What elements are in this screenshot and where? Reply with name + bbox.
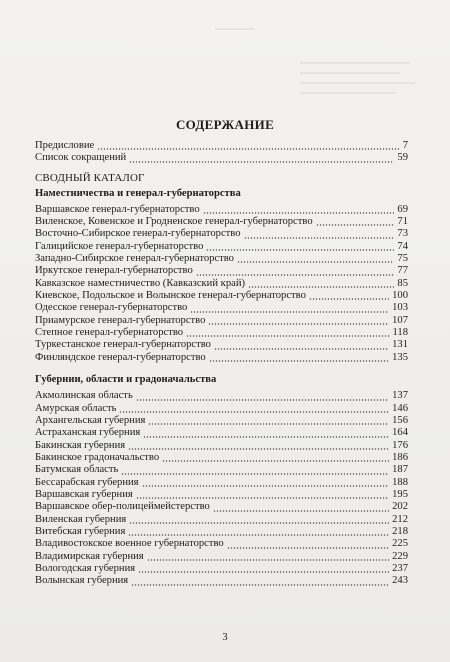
toc-entry-label: Кавказское наместничество (Кавказский край) (35, 277, 246, 289)
toc-entry-label: Степное генерал-губернаторство (35, 327, 184, 339)
toc-entry-label: Витебская губерния (35, 525, 126, 537)
toc-entry-label: Владивостокское военное губернаторство (35, 538, 224, 550)
toc-entry-label: Варшавская губерния (35, 488, 133, 500)
dot-leader (128, 528, 389, 536)
dot-leader (206, 243, 394, 251)
toc-entry (35, 427, 408, 439)
toc-entry (35, 415, 408, 427)
catalog-sections (35, 185, 408, 588)
dot-leader (214, 342, 389, 350)
toc-entry-page: 74 (397, 240, 408, 252)
toc-entry-page: 237 (392, 562, 408, 574)
toc-entry-page: 225 (392, 538, 408, 550)
dot-leader (162, 454, 389, 462)
toc-entry (35, 253, 408, 265)
page-title: СОДЕРЖАНИЕ (175, 117, 275, 132)
dot-leader (227, 541, 389, 549)
toc-entry (35, 339, 408, 351)
dot-leader (142, 479, 390, 487)
toc-entry-page: 7 (402, 140, 408, 151)
toc-entry (35, 352, 408, 364)
toc-entry-label: Одесское генерал-губернаторство (35, 302, 188, 314)
dot-leader (248, 280, 394, 288)
toc-entry-page: 73 (397, 228, 408, 240)
toc-entry-page: 186 (392, 451, 408, 463)
toc-entry (35, 464, 408, 476)
dot-leader (186, 329, 389, 337)
toc-entry-page: 187 (392, 464, 408, 476)
dot-leader (131, 578, 389, 586)
toc-entry (35, 538, 408, 550)
toc-entry-page: 85 (397, 277, 408, 289)
toc-entry (35, 204, 408, 216)
dot-leader (190, 305, 389, 313)
toc-entry-page: 212 (392, 513, 408, 525)
toc-entry-label: Приамурское генерал-губернаторство (35, 314, 206, 326)
page-number: 3 (222, 632, 228, 643)
toc-entry-page: 71 (397, 216, 408, 228)
toc-entry-page: 188 (392, 476, 408, 488)
toc-entry-label: Галицийское генерал-губернаторство (35, 240, 204, 252)
table-of-contents (35, 140, 408, 588)
toc-entry-label: Предисловие (35, 140, 95, 151)
dot-leader (97, 142, 399, 150)
dot-leader (316, 218, 395, 226)
section-heading: Наместничества и генерал-губернаторства (35, 187, 241, 199)
toc-entry-page: 137 (392, 390, 408, 402)
dot-leader (129, 516, 389, 524)
dot-leader (148, 417, 389, 425)
dot-leader (119, 405, 389, 413)
toc-entry (35, 489, 408, 501)
toc-entry (35, 526, 408, 538)
toc-entry-label: Бакинская губерния (35, 439, 126, 451)
toc-entry (35, 315, 408, 327)
toc-entry-label: Варшавское генерал-губернаторство (35, 203, 200, 215)
dot-leader (138, 565, 389, 573)
toc-entry-label: Архангельская губерния (35, 414, 146, 426)
toc-entry-label: Бессарабская губерния (35, 476, 139, 488)
toc-entry (35, 278, 408, 290)
dot-leader (128, 442, 389, 450)
toc-entry-label: Виленское, Ковенское и Гродненское генерал-губернаторство (35, 216, 313, 228)
toc-entry-page: 75 (397, 253, 408, 265)
toc-entry (35, 140, 408, 152)
toc-entry-label: Финляндское генерал-губернаторство (35, 351, 206, 363)
toc-entry (35, 403, 408, 415)
toc-entry-label: Батумская область (35, 464, 119, 476)
dot-leader (147, 553, 389, 561)
toc-entry-page: 229 (392, 550, 408, 562)
toc-entry-page: 59 (397, 152, 408, 164)
toc-entry-label: Волынская губерния (35, 575, 129, 587)
toc-entry-page: 202 (392, 501, 408, 513)
dot-leader (136, 393, 389, 401)
dot-leader (208, 317, 389, 325)
toc-entry-label: Туркестанское генерал-губернаторство (35, 339, 211, 351)
dot-leader (136, 491, 389, 499)
toc-entry-label: Амурская область (35, 402, 117, 414)
toc-entry (35, 241, 408, 253)
toc-entry-label: Список сокращений (35, 152, 127, 164)
toc-entry (35, 228, 408, 240)
dot-leader (121, 467, 389, 475)
toc-entry (35, 501, 408, 513)
section-heading: Губернии, области и градоначальства (35, 374, 217, 386)
toc-entry-label: Иркутское генерал-губернаторство (35, 265, 193, 277)
dot-leader (209, 354, 389, 362)
toc-entry-page: 118 (392, 327, 408, 339)
toc-entry (35, 440, 408, 452)
dot-leader (244, 231, 395, 239)
toc-entry-label: Владимирская губерния (35, 550, 144, 562)
toc-entry-page: 100 (392, 290, 408, 302)
toc-entry (35, 265, 408, 277)
toc-entry-label: Киевское, Подольское и Волынское генерал-губернаторство (35, 290, 306, 302)
toc-entry-page: 135 (392, 351, 408, 363)
toc-entry-label: Акмолинская область (35, 390, 133, 402)
toc-entry-page: 218 (392, 525, 408, 537)
toc-entry-label: Бакинское градоначальство (35, 451, 160, 463)
toc-entry-page: 164 (392, 427, 408, 439)
front-matter (35, 140, 408, 165)
catalog-heading: СВОДНЫЙ КАТАЛОГ (35, 171, 145, 184)
toc-entry (35, 575, 408, 587)
toc-entry-page: 156 (392, 414, 408, 426)
toc-entry (35, 563, 408, 575)
toc-entry-page: 195 (392, 488, 408, 500)
toc-entry (35, 290, 408, 302)
toc-entry (35, 216, 408, 228)
toc-entry-label: Западно-Сибирское генерал-губернаторство (35, 253, 234, 265)
dot-leader (237, 255, 394, 263)
toc-entry-page: 243 (392, 575, 408, 587)
toc-entry (35, 551, 408, 563)
toc-entry-page: 107 (392, 314, 408, 326)
toc-entry-label: Варшавское обер-полицеймейстерство (35, 501, 210, 513)
toc-entry-page: 103 (392, 302, 408, 314)
toc-entry (35, 302, 408, 314)
bleed-through-text (0, 0, 450, 110)
toc-entry (35, 452, 408, 464)
toc-entry (35, 477, 408, 489)
dot-leader (213, 504, 389, 512)
toc-entry-page: 131 (392, 339, 408, 351)
dot-leader (203, 206, 395, 214)
toc-entry-page: 77 (397, 265, 408, 277)
dot-leader (143, 430, 389, 438)
toc-entry-page: 146 (392, 402, 408, 414)
toc-entry-label: Восточно-Сибирское генерал-губернаторство (35, 228, 241, 240)
toc-entry-page: 176 (392, 439, 408, 451)
dot-leader (196, 268, 395, 276)
toc-entry (35, 152, 408, 164)
toc-entry (35, 327, 408, 339)
dot-leader (129, 155, 394, 163)
toc-entry (35, 514, 408, 526)
toc-entry-label: Виленская губерния (35, 513, 127, 525)
dot-leader (309, 292, 389, 300)
toc-entry-label: Вологодская губерния (35, 562, 136, 574)
toc-entry-label: Астраханская губерния (35, 427, 141, 439)
toc-entry-page: 69 (397, 203, 408, 215)
toc-entry (35, 390, 408, 402)
